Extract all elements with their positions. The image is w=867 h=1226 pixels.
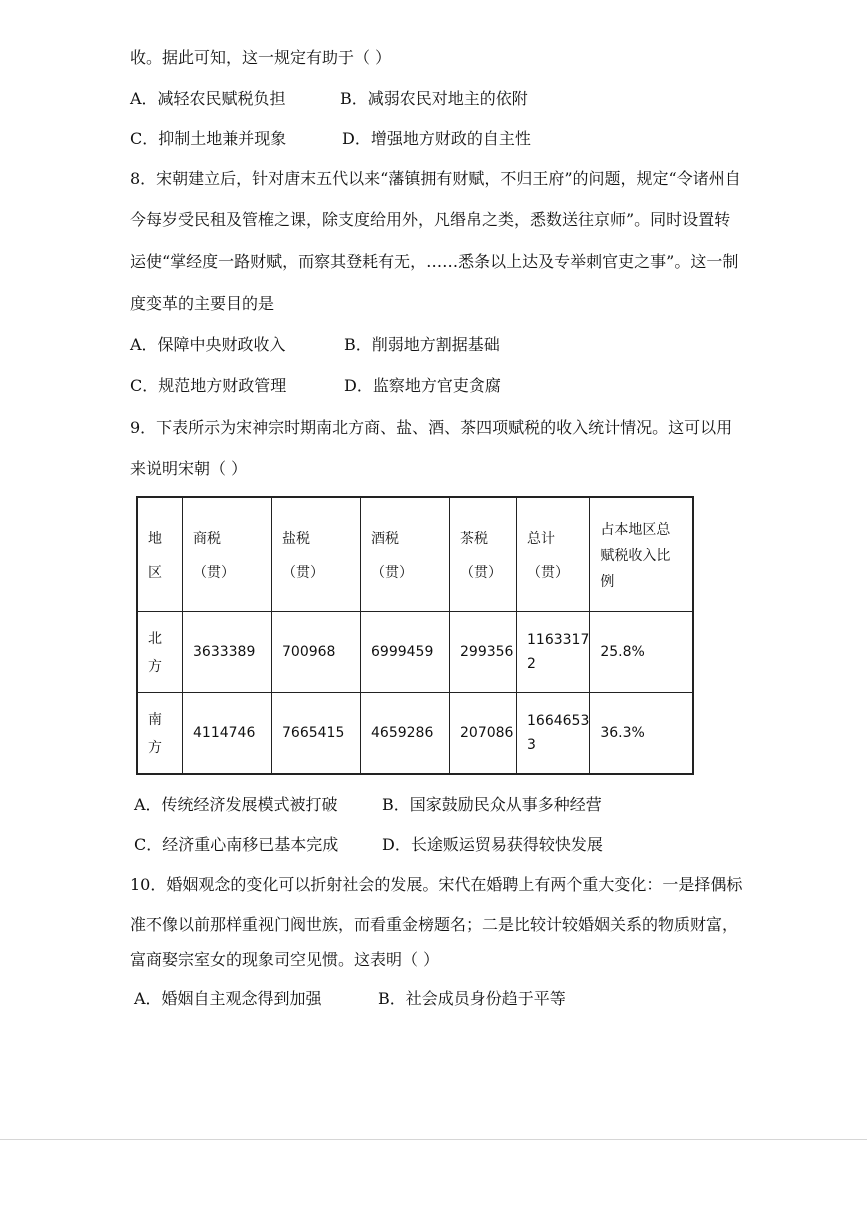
q10-line-2: 准不像以前那样重视门阀世族，而看重金榜题名；二是比较计较婚姻关系的物质财富， <box>130 915 739 934</box>
cell-total <box>517 612 590 693</box>
header-ratio-line2: 赋税收入比 <box>600 547 671 564</box>
cell-yan: 700968 <box>272 612 361 693</box>
q9-option-d[interactable]: D．长途贩运贸易获得较快发展 <box>382 835 603 854</box>
cell-cha: 299356 <box>450 612 517 693</box>
q9-line-2: 来说明宋朝（ ） <box>130 459 248 478</box>
q8-line-2: 今每岁受民租及管榷之课，除支度给用外，凡缗帛之类，悉数送往京师”。同时设置转 <box>130 210 731 229</box>
cell-cha: 207086 <box>450 693 517 775</box>
header-total-line1: 总计 <box>527 530 555 547</box>
header-ratio-line3: 例 <box>600 573 615 590</box>
header-cha-line1: 茶税 <box>460 530 488 547</box>
header-ratio <box>590 497 694 612</box>
cell-total <box>517 693 590 775</box>
q8-line-1: 8．宋朝建立后，针对唐末五代以来“藩镇拥有财赋，不归王府”的问题，规定“令诸州自 <box>130 169 741 188</box>
q8-option-d[interactable]: D．监察地方官吏贪腐 <box>344 376 501 395</box>
page-bottom-divider <box>0 1139 867 1140</box>
table-header-row <box>137 497 693 612</box>
cell-region-line1: 南 <box>148 712 162 728</box>
cell-shang: 4114746 <box>183 693 272 775</box>
header-cha-line2: （贯） <box>460 564 502 581</box>
cell-ratio: 36.3% <box>590 693 694 775</box>
header-region <box>137 497 183 612</box>
table-row <box>137 612 693 693</box>
header-shang-line1: 商税 <box>193 530 221 547</box>
cell-yan: 7665415 <box>272 693 361 775</box>
cell-shang: 3633389 <box>183 612 272 693</box>
cell-region-line1: 北 <box>148 631 162 647</box>
table-row <box>137 693 693 775</box>
q8-option-b[interactable]: B．削弱地方割据基础 <box>344 335 500 354</box>
cell-jiu: 6999459 <box>361 612 450 693</box>
q7-option-d[interactable]: D．增强地方财政的自主性 <box>342 129 531 148</box>
q9-option-a[interactable]: A．传统经济发展模式被打破 <box>134 795 338 814</box>
q7-option-a[interactable]: A．减轻农民赋税负担 <box>130 89 286 108</box>
header-jiu-line2: （贯） <box>371 564 413 581</box>
cell-region-line2: 方 <box>148 740 162 756</box>
header-region-line2: 区 <box>148 564 162 581</box>
cell-total-line2: 2 <box>527 656 536 672</box>
header-shang-line2: （贯） <box>193 564 235 581</box>
tax-revenue-table <box>136 496 694 775</box>
header-jiu-line1: 酒税 <box>371 530 399 547</box>
q10-option-a[interactable]: A．婚姻自主观念得到加强 <box>134 989 322 1008</box>
q10-line-1: 10．婚姻观念的变化可以折射社会的发展。宋代在婚聘上有两个重大变化：一是择偶标 <box>130 875 743 894</box>
cell-total-line2: 3 <box>527 737 536 753</box>
q7-tail-text: 收。据此可知，这一规定有助于（ ） <box>130 48 392 67</box>
cell-region <box>137 612 183 693</box>
cell-region-line2: 方 <box>148 659 162 675</box>
q8-option-c[interactable]: C．规范地方财政管理 <box>130 376 287 395</box>
header-yan-line1: 盐税 <box>282 530 310 547</box>
q10-line-3: 富商娶宗室女的现象司空见惯。这表明（ ） <box>130 950 440 969</box>
header-shang <box>183 497 272 612</box>
q9-option-b[interactable]: B．国家鼓励民众从事多种经营 <box>382 795 602 814</box>
q8-option-a[interactable]: A．保障中央财政收入 <box>130 335 286 354</box>
header-total-line2: （贯） <box>527 564 569 581</box>
q7-option-b[interactable]: B．减弱农民对地主的依附 <box>340 89 528 108</box>
cell-total-line1: 1163317 <box>527 632 590 648</box>
cell-jiu: 4659286 <box>361 693 450 775</box>
header-cha <box>450 497 517 612</box>
header-ratio-line1: 占本地区总 <box>600 521 671 538</box>
q9-line-1: 9．下表所示为宋神宗时期南北方商、盐、酒、茶四项赋税的收入统计情况。这可以用 <box>130 418 733 437</box>
cell-ratio: 25.8% <box>590 612 694 693</box>
q8-line-4: 度变革的主要目的是 <box>130 294 275 313</box>
header-yan-line2: （贯） <box>282 564 324 581</box>
q10-option-b[interactable]: B．社会成员身份趋于平等 <box>378 989 566 1008</box>
header-total <box>517 497 590 612</box>
header-region-line1: 地 <box>148 530 162 547</box>
header-jiu <box>361 497 450 612</box>
q9-option-c[interactable]: C．经济重心南移已基本完成 <box>134 835 339 854</box>
cell-total-line1: 1664653 <box>527 713 590 729</box>
cell-region <box>137 693 183 775</box>
q7-option-c[interactable]: C．抑制土地兼并现象 <box>130 129 287 148</box>
header-yan <box>272 497 361 612</box>
q8-line-3: 运使“掌经度一路财赋，而察其登耗有无，……悉条以上达及专举刺官吏之事”。这一制 <box>130 252 739 271</box>
